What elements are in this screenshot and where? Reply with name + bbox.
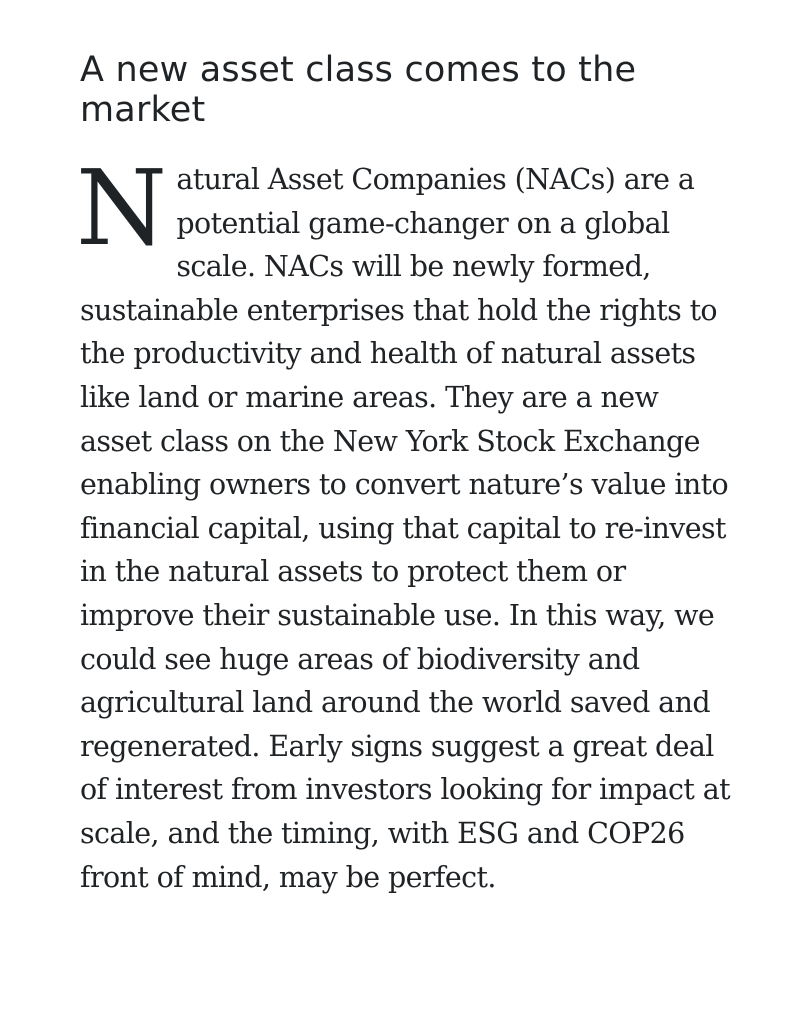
article-title: A new asset class comes to the market	[80, 50, 637, 130]
article-body-text: atural Asset Companies (NACs) are a potential game-changer on a global scale. NACs will be newly formed, sustainable enterprises that hold the rights to the productivity and health of natural assets like land or marine areas. They are a new asset class on the New York Stock Exchange enabling owners to convert nature’s value into financial capital, using that capital to re-invest in the natural assets to protect them or improve their sustainable use. In this way, we could see huge areas of biodiversity and agricultural land around the world saved and regenerated. Early signs suggest a great deal of interest from investors looking for impact at scale, and the timing, with ESG and COP26 front of mind, may be perfect.	[80, 163, 730, 894]
article	[76, 50, 730, 899]
article-body-paragraph	[76, 147, 730, 899]
drop-cap: N	[76, 147, 167, 269]
